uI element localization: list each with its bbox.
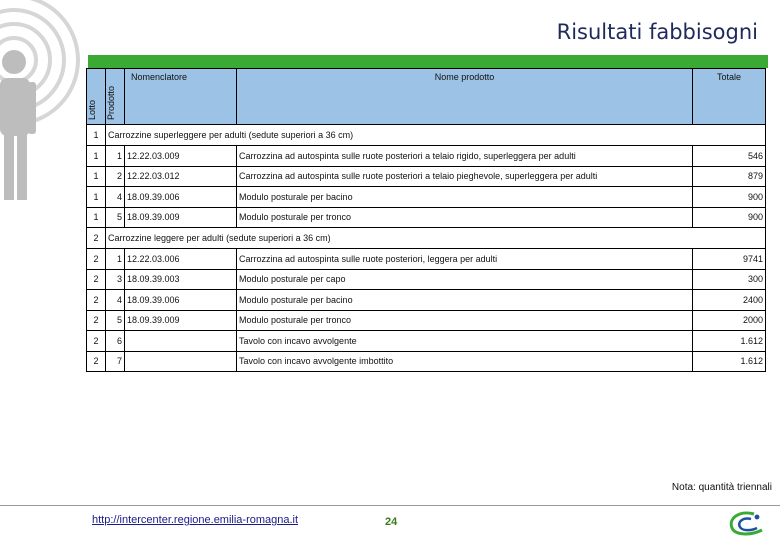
cell-nome-prodotto: Carrozzina ad autospinta sulle ruote posteriori a telaio pieghevole, superleggera per adulti [237, 166, 693, 187]
cell-nomenclatore [125, 331, 237, 352]
header-lotto [87, 69, 106, 125]
table-row [87, 207, 766, 228]
cell-nomenclatore: 12.22.03.006 [125, 249, 237, 270]
cell-lotto: 1 [87, 207, 106, 228]
cell-totale: 2000 [693, 310, 766, 331]
cell-lotto: 2 [87, 331, 106, 352]
person-waves-decoration [0, 0, 80, 320]
cell-nome-prodotto: Tavolo con incavo avvolgente [237, 331, 693, 352]
cell-totale: 9741 [693, 249, 766, 270]
cell-lotto: 1 [87, 187, 106, 208]
cell-totale: 879 [693, 166, 766, 187]
cell-totale: 900 [693, 207, 766, 228]
cell-totale: 300 [693, 269, 766, 290]
cell-prodotto: 4 [106, 187, 125, 208]
cell-nome-prodotto: Modulo posturale per tronco [237, 207, 693, 228]
footnote: Nota: quantità triennali [671, 482, 772, 493]
cell-lotto: 1 [87, 146, 106, 167]
table-header-row [87, 69, 766, 125]
footer-website-link[interactable]: http://intercenter.regione.emilia-romagna.it [92, 514, 299, 526]
cell-totale: 900 [693, 187, 766, 208]
page-title: Risultati fabbisogni [556, 20, 758, 44]
cell-prodotto: 2 [106, 166, 125, 187]
cell-nome-prodotto: Tavolo con incavo avvolgente imbottito [237, 351, 693, 372]
cell-lotto: 2 [87, 310, 106, 331]
cell-lotto: 2 [87, 228, 106, 249]
table-row [87, 249, 766, 270]
cell-category-label: Carrozzine superleggere per adulti (sedute superiori a 36 cm) [106, 125, 766, 146]
table-row [87, 310, 766, 331]
cell-totale: 1.612 [693, 351, 766, 372]
cell-totale: 2400 [693, 290, 766, 311]
table-row [87, 146, 766, 167]
cell-prodotto: 5 [106, 207, 125, 228]
table-row [87, 351, 766, 372]
cell-nome-prodotto: Carrozzina ad autospinta sulle ruote posteriori, leggera per adulti [237, 249, 693, 270]
cell-nomenclatore: 18.09.39.009 [125, 310, 237, 331]
cell-nomenclatore: 18.09.39.009 [125, 207, 237, 228]
cell-nome-prodotto: Modulo posturale per bacino [237, 290, 693, 311]
cell-lotto: 1 [87, 166, 106, 187]
cell-nome-prodotto: Modulo posturale per bacino [237, 187, 693, 208]
header-nome-prodotto [237, 69, 693, 125]
header-totale [693, 69, 766, 125]
table-row [87, 331, 766, 352]
cell-lotto: 2 [87, 269, 106, 290]
requirements-table [86, 68, 766, 372]
table-category-row [87, 125, 766, 146]
cell-nome-prodotto: Modulo posturale per tronco [237, 310, 693, 331]
cell-lotto: 2 [87, 290, 106, 311]
intercenter-logo [724, 508, 768, 538]
header-totale-label: Totale [716, 72, 742, 82]
cell-nomenclatore: 18.09.39.003 [125, 269, 237, 290]
cell-prodotto: 5 [106, 310, 125, 331]
cell-lotto: 2 [87, 351, 106, 372]
cell-prodotto: 1 [106, 146, 125, 167]
table-row [87, 187, 766, 208]
title-underline-bar [88, 55, 768, 68]
cell-nomenclatore: 18.09.39.006 [125, 290, 237, 311]
cell-nomenclatore: 12.22.03.012 [125, 166, 237, 187]
cell-totale: 1.612 [693, 331, 766, 352]
table-category-row [87, 228, 766, 249]
cell-lotto: 1 [87, 125, 106, 146]
cell-totale: 546 [693, 146, 766, 167]
cell-nome-prodotto: Modulo posturale per capo [237, 269, 693, 290]
cell-prodotto: 4 [106, 290, 125, 311]
footer-divider [0, 505, 780, 506]
header-nomenclatore [125, 69, 237, 125]
cell-nomenclatore [125, 351, 237, 372]
cell-nomenclatore: 18.09.39.006 [125, 187, 237, 208]
cell-category-label: Carrozzine leggere per adulti (sedute superiori a 36 cm) [106, 228, 766, 249]
page-number: 24 [385, 516, 398, 528]
cell-prodotto: 3 [106, 269, 125, 290]
table-row [87, 290, 766, 311]
cell-lotto: 2 [87, 249, 106, 270]
cell-nome-prodotto: Carrozzina ad autospinta sulle ruote posteriori a telaio rigido, superleggera per adulti [237, 146, 693, 167]
header-nome-prodotto-label: Nome prodotto [434, 72, 495, 82]
cell-nomenclatore: 12.22.03.009 [125, 146, 237, 167]
table-row [87, 269, 766, 290]
header-lotto-label: Lotto [87, 99, 97, 120]
cell-prodotto: 1 [106, 249, 125, 270]
table-row [87, 166, 766, 187]
header-nomenclatore-label: Nomenclatore [131, 72, 188, 82]
header-prodotto [106, 69, 125, 125]
cell-prodotto: 7 [106, 351, 125, 372]
header-prodotto-label: Prodotto [106, 85, 116, 120]
cell-prodotto: 6 [106, 331, 125, 352]
